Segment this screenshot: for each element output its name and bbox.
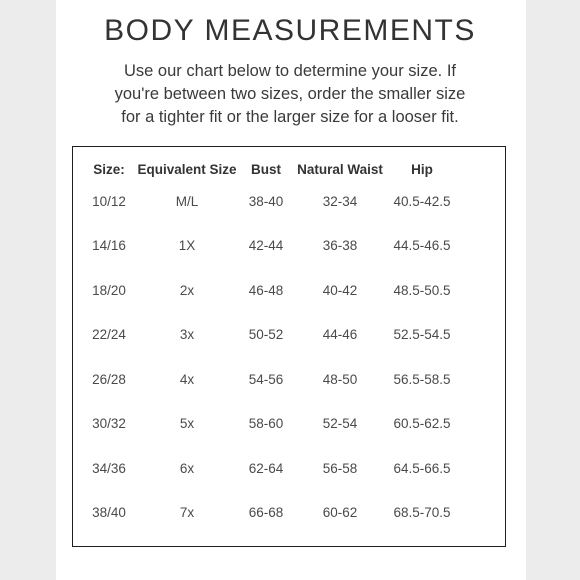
header-hip: Hip	[411, 162, 433, 177]
cell-bust: 42-44	[248, 238, 284, 253]
cell-hip: 56.5-58.5	[393, 372, 451, 387]
cell-natural-waist: 40-42	[322, 283, 358, 298]
header-equivalent-size: Equivalent Size	[137, 162, 237, 177]
cell-bust: 46-48	[248, 283, 284, 298]
cell-equivalent-size: 3x	[179, 327, 195, 342]
cell-hip: 44.5-46.5	[393, 238, 451, 253]
cell-size: 18/20	[92, 283, 126, 298]
cell-bust: 62-64	[248, 461, 284, 476]
size-chart-table	[72, 146, 506, 547]
cell-hip: 64.5-66.5	[393, 461, 451, 476]
cell-equivalent-size: 1X	[178, 238, 196, 253]
page-title: BODY MEASUREMENTS	[104, 14, 476, 47]
cell-natural-waist: 56-58	[322, 461, 358, 476]
cell-size: 22/24	[92, 327, 126, 342]
cell-size: 34/36	[92, 461, 126, 476]
intro-line: for a tighter fit or the larger size for a looser fit.	[121, 108, 459, 126]
cell-size: 10/12	[92, 194, 126, 209]
intro-line: you're between two sizes, order the smaller size	[114, 85, 466, 103]
header-bust: Bust	[251, 162, 281, 177]
cell-equivalent-size: 2x	[179, 283, 195, 298]
cell-equivalent-size: 5x	[179, 416, 195, 431]
cell-hip: 60.5-62.5	[393, 416, 451, 431]
cell-natural-waist: 48-50	[322, 372, 358, 387]
cell-hip: 52.5-54.5	[393, 327, 451, 342]
header-natural-waist: Natural Waist	[297, 162, 383, 177]
cell-bust: 58-60	[248, 416, 284, 431]
cell-size: 30/32	[92, 416, 126, 431]
cell-natural-waist: 36-38	[322, 238, 358, 253]
cell-natural-waist: 44-46	[322, 327, 358, 342]
cell-equivalent-size: M/L	[175, 194, 199, 209]
cell-hip: 40.5-42.5	[393, 194, 451, 209]
cell-natural-waist: 60-62	[322, 505, 358, 520]
cell-bust: 38-40	[248, 194, 284, 209]
header-size: Size:	[93, 162, 125, 177]
cell-bust: 50-52	[248, 327, 284, 342]
cell-equivalent-size: 7x	[179, 505, 195, 520]
cell-hip: 68.5-70.5	[393, 505, 451, 520]
cell-natural-waist: 32-34	[322, 194, 358, 209]
cell-equivalent-size: 6x	[179, 461, 195, 476]
intro-text	[0, 60, 580, 129]
cell-size: 26/28	[92, 372, 126, 387]
cell-bust: 66-68	[248, 505, 284, 520]
cell-size: 14/16	[92, 238, 126, 253]
cell-bust: 54-56	[248, 372, 284, 387]
cell-hip: 48.5-50.5	[393, 283, 451, 298]
cell-equivalent-size: 4x	[179, 372, 195, 387]
cell-size: 38/40	[92, 505, 126, 520]
cell-natural-waist: 52-54	[322, 416, 358, 431]
intro-line: Use our chart below to determine your size. If	[124, 62, 456, 80]
